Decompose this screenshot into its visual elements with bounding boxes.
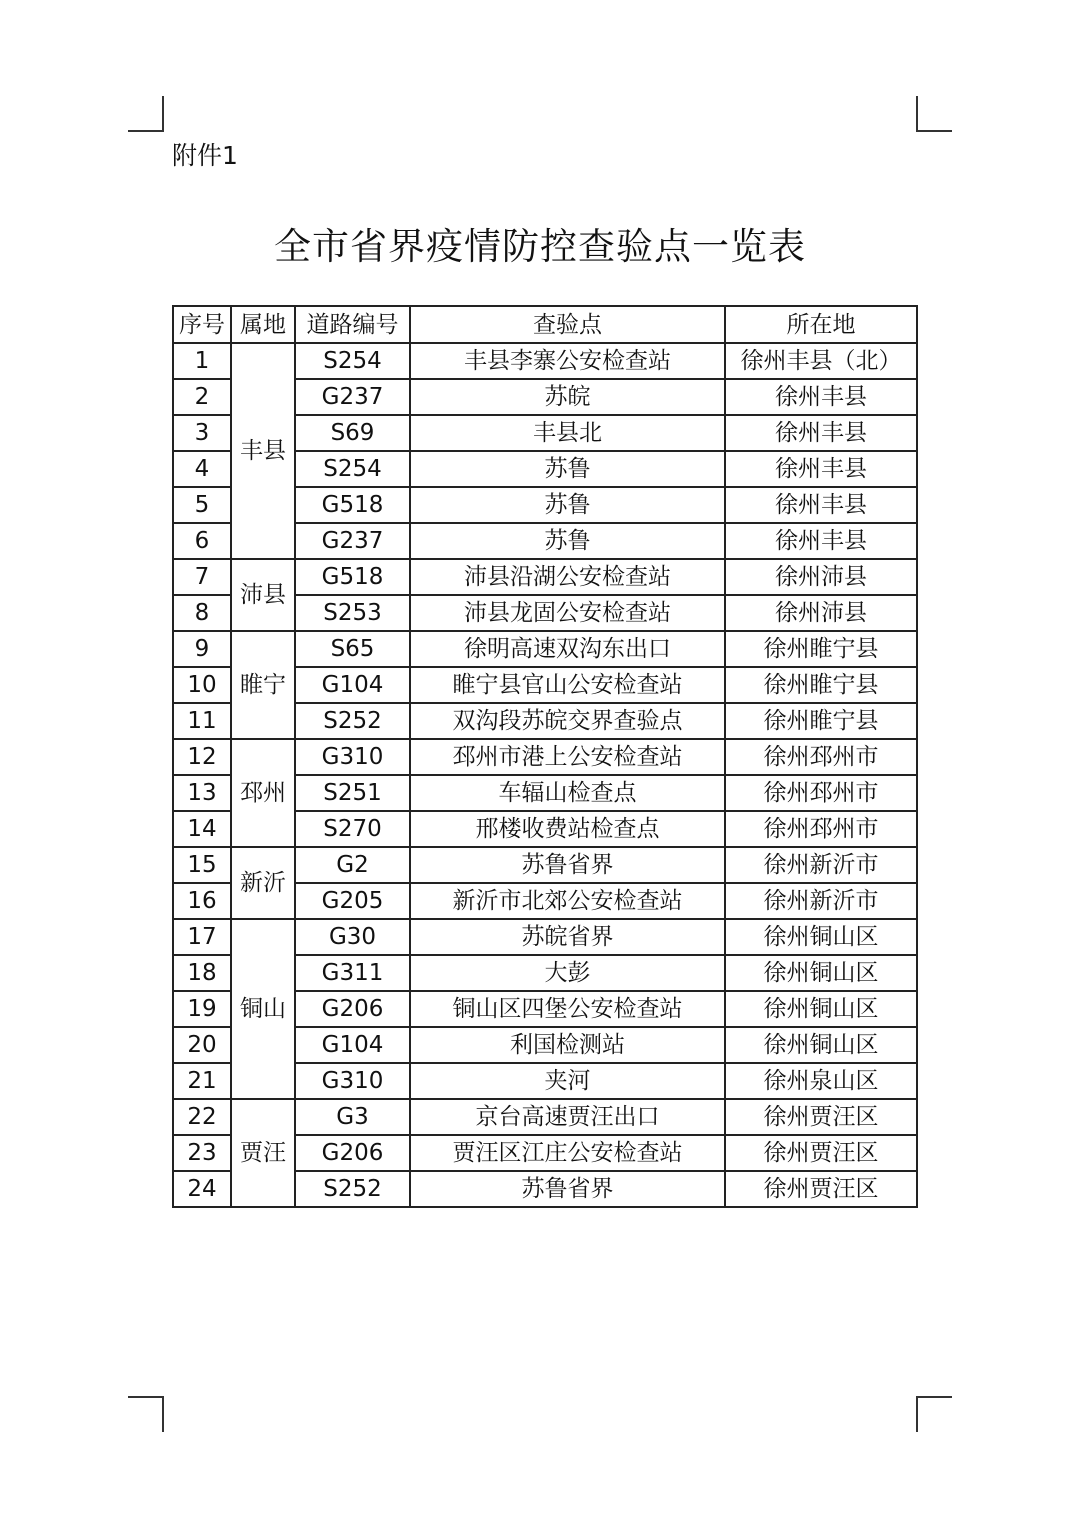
location-cell: 徐州丰县（北）: [725, 343, 917, 379]
row-number: 13: [173, 775, 231, 811]
location-cell: 徐州睢宁县: [725, 703, 917, 739]
row-number: 19: [173, 991, 231, 1027]
location-cell: 徐州铜山区: [725, 919, 917, 955]
table-row: [173, 631, 917, 667]
checkpoint-name: 铜山区四堡公安检查站: [410, 991, 725, 1027]
row-number: 16: [173, 883, 231, 919]
row-number: 23: [173, 1135, 231, 1171]
location-cell: 徐州泉山区: [725, 1063, 917, 1099]
table-row: [173, 559, 917, 595]
region-cell: 贾汪: [231, 1099, 295, 1207]
row-number: 12: [173, 739, 231, 775]
checkpoint-name: 贾汪区江庄公安检查站: [410, 1135, 725, 1171]
road-code: G310: [295, 1063, 410, 1099]
checkpoint-name: 邢楼收费站检查点: [410, 811, 725, 847]
row-number: 24: [173, 1171, 231, 1207]
row-number: 1: [173, 343, 231, 379]
page-title: 全市省界疫情防控查验点一览表: [274, 225, 806, 268]
checkpoint-name: 新沂市北郊公安检查站: [410, 883, 725, 919]
road-code: S252: [295, 703, 410, 739]
checkpoint-name: 苏鲁省界: [410, 847, 725, 883]
road-code: S254: [295, 451, 410, 487]
region-cell: 丰县: [231, 343, 295, 559]
row-number: 8: [173, 595, 231, 631]
location-cell: 徐州新沂市: [725, 883, 917, 919]
road-code: G206: [295, 991, 410, 1027]
road-code: S270: [295, 811, 410, 847]
location-cell: 徐州邳州市: [725, 775, 917, 811]
header-location: 所在地: [725, 306, 917, 343]
road-code: G311: [295, 955, 410, 991]
checkpoint-name: 苏鲁: [410, 451, 725, 487]
checkpoint-table: [172, 305, 918, 1208]
checkpoint-name: 苏鲁: [410, 487, 725, 523]
row-number: 17: [173, 919, 231, 955]
location-cell: 徐州沛县: [725, 559, 917, 595]
checkpoint-name: 沛县龙固公安检查站: [410, 595, 725, 631]
checkpoint-name: 徐明高速双沟东出口: [410, 631, 725, 667]
row-number: 15: [173, 847, 231, 883]
checkpoint-name: 大彭: [410, 955, 725, 991]
road-code: G205: [295, 883, 410, 919]
road-code: S254: [295, 343, 410, 379]
checkpoint-name: 京台高速贾汪出口: [410, 1099, 725, 1135]
road-code: G518: [295, 559, 410, 595]
road-code: G2: [295, 847, 410, 883]
header-checkpoint: 查验点: [410, 306, 725, 343]
location-cell: 徐州贾汪区: [725, 1171, 917, 1207]
location-cell: 徐州丰县: [725, 415, 917, 451]
table-row: [173, 847, 917, 883]
road-code: G104: [295, 667, 410, 703]
checkpoint-name: 苏皖省界: [410, 919, 725, 955]
road-code: G3: [295, 1099, 410, 1135]
table-row: [173, 1099, 917, 1135]
location-cell: 徐州睢宁县: [725, 631, 917, 667]
row-number: 7: [173, 559, 231, 595]
row-number: 10: [173, 667, 231, 703]
road-code: G206: [295, 1135, 410, 1171]
road-code: S253: [295, 595, 410, 631]
row-number: 11: [173, 703, 231, 739]
table-row: [173, 739, 917, 775]
attachment-label: 附件1: [172, 141, 238, 170]
location-cell: 徐州丰县: [725, 523, 917, 559]
location-cell: 徐州铜山区: [725, 955, 917, 991]
crop-mark-bottom-right: [916, 1396, 952, 1432]
location-cell: 徐州丰县: [725, 379, 917, 415]
location-cell: 徐州铜山区: [725, 991, 917, 1027]
road-code: S252: [295, 1171, 410, 1207]
location-cell: 徐州新沂市: [725, 847, 917, 883]
region-cell: 沛县: [231, 559, 295, 631]
road-code: G30: [295, 919, 410, 955]
region-cell: 睢宁: [231, 631, 295, 739]
checkpoint-name: 苏皖: [410, 379, 725, 415]
checkpoint-name: 丰县李寨公安检查站: [410, 343, 725, 379]
checkpoint-name: 苏鲁省界: [410, 1171, 725, 1207]
road-code: S65: [295, 631, 410, 667]
road-code: G310: [295, 739, 410, 775]
road-code: S69: [295, 415, 410, 451]
checkpoint-name: 苏鲁: [410, 523, 725, 559]
crop-mark-bottom-left: [128, 1396, 164, 1432]
location-cell: 徐州铜山区: [725, 1027, 917, 1063]
checkpoint-name: 车辐山检查点: [410, 775, 725, 811]
checkpoint-name: 夹河: [410, 1063, 725, 1099]
header-road: 道路编号: [295, 306, 410, 343]
region-cell: 邳州: [231, 739, 295, 847]
row-number: 21: [173, 1063, 231, 1099]
region-cell: 铜山: [231, 919, 295, 1099]
header-no: 序号: [173, 306, 231, 343]
table-body: [173, 343, 917, 1207]
row-number: 3: [173, 415, 231, 451]
location-cell: 徐州贾汪区: [725, 1135, 917, 1171]
row-number: 14: [173, 811, 231, 847]
crop-mark-top-right: [916, 96, 952, 132]
checkpoint-name: 双沟段苏皖交界查验点: [410, 703, 725, 739]
crop-mark-top-left: [128, 96, 164, 132]
location-cell: 徐州沛县: [725, 595, 917, 631]
road-code: G237: [295, 379, 410, 415]
row-number: 20: [173, 1027, 231, 1063]
region-cell: 新沂: [231, 847, 295, 919]
location-cell: 徐州邳州市: [725, 811, 917, 847]
location-cell: 徐州贾汪区: [725, 1099, 917, 1135]
road-code: S251: [295, 775, 410, 811]
table-row: [173, 919, 917, 955]
road-code: G237: [295, 523, 410, 559]
checkpoint-name: 丰县北: [410, 415, 725, 451]
table-row: [173, 343, 917, 379]
row-number: 4: [173, 451, 231, 487]
checkpoint-name: 睢宁县官山公安检查站: [410, 667, 725, 703]
checkpoint-name: 沛县沿湖公安检查站: [410, 559, 725, 595]
row-number: 5: [173, 487, 231, 523]
location-cell: 徐州睢宁县: [725, 667, 917, 703]
row-number: 2: [173, 379, 231, 415]
checkpoint-name: 利国检测站: [410, 1027, 725, 1063]
road-code: G104: [295, 1027, 410, 1063]
row-number: 18: [173, 955, 231, 991]
header-region: 属地: [231, 306, 295, 343]
header-row: [173, 306, 917, 343]
location-cell: 徐州丰县: [725, 451, 917, 487]
row-number: 6: [173, 523, 231, 559]
location-cell: 徐州邳州市: [725, 739, 917, 775]
road-code: G518: [295, 487, 410, 523]
checkpoint-name: 邳州市港上公安检查站: [410, 739, 725, 775]
row-number: 9: [173, 631, 231, 667]
location-cell: 徐州丰县: [725, 487, 917, 523]
row-number: 22: [173, 1099, 231, 1135]
table-header: [173, 306, 917, 343]
